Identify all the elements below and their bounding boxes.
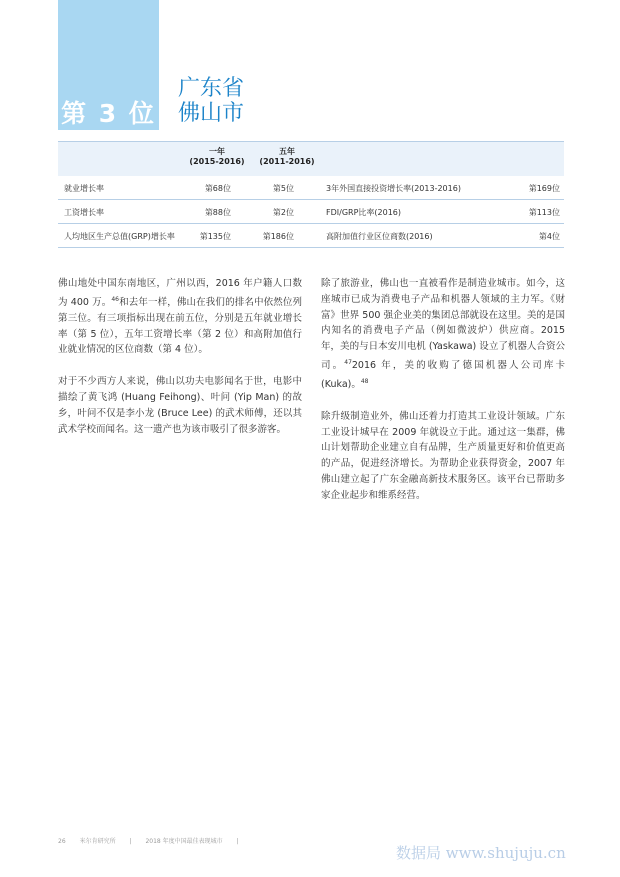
paragraph: 对于不少西方人来说，佛山以功夫电影闻名于世，电影中描绘了黄飞鸿 (Huang Feihong)、叶问 (Yip Man) 的故乡，叶问不仅是李小龙 (Bruce Lee) 的武术师傅，还以其武术学校而闻名。这一遗产也为该市吸引了很多游客。 bbox=[58, 376, 302, 435]
paragraph-text: 2016 年，美的收购了德国机器人公司库卡 (Kuka)。 bbox=[321, 360, 565, 391]
footnote-ref: 48 bbox=[360, 377, 369, 385]
footer-separator: | bbox=[236, 838, 239, 845]
footer-separator: | bbox=[129, 838, 132, 845]
one-year-rank: 第135位 bbox=[199, 232, 231, 241]
five-year-header bbox=[254, 147, 320, 167]
institute-name: 米尔肯研究所 bbox=[79, 838, 116, 845]
one-year-header-range: (2015-2016) bbox=[189, 157, 245, 166]
one-year-header bbox=[184, 147, 250, 167]
right-label: 3年外国直接投资增长率(2013-2016) bbox=[326, 184, 461, 193]
table-row bbox=[58, 200, 564, 224]
paragraph bbox=[321, 276, 565, 393]
table-row bbox=[58, 224, 564, 248]
rank-label: 第 3 位 bbox=[61, 99, 156, 128]
right-rank: 第113位 bbox=[528, 208, 560, 217]
paragraph-text: 和去年一样，佛山在我们的排名中依然位列第三位。有三项指标出现在前五位，分别是五年就业增长率（第 5 位），五年工资增长率（第 2 位）和高附加值行业就业情况的区位商数（第 4 位）。 bbox=[58, 296, 302, 356]
right-rank: 第169位 bbox=[528, 184, 560, 193]
rankings-table bbox=[58, 141, 564, 248]
right-label: 高附加值行业区位商数(2016) bbox=[326, 232, 433, 241]
city-title bbox=[178, 76, 244, 126]
one-year-rank: 第68位 bbox=[204, 184, 231, 193]
five-year-rank: 第5位 bbox=[272, 184, 294, 193]
left-column bbox=[58, 276, 302, 437]
report-title: 2018 年度中国最佳表现城市 bbox=[145, 838, 223, 845]
one-year-rank: 第88位 bbox=[204, 208, 231, 217]
right-rank: 第4位 bbox=[538, 232, 560, 241]
five-year-header-title: 五年 bbox=[279, 147, 295, 156]
five-year-header-range: (2011-2016) bbox=[259, 157, 315, 166]
table-header bbox=[58, 141, 564, 176]
table-row bbox=[58, 176, 564, 200]
rank-block bbox=[58, 0, 159, 130]
paragraph-text: 除了旅游业，佛山也一直被看作是制造业城市。如今，这座城市已成为消费电子产品和机器人领域的主力军。《财富》世界 500 强企业美的集团总部就设在这里。美的是国内知名的消费电子产品（例如微波炉）供应商。2015 年，美的与日本安川电机 (Yaskawa) 设立了机器人合资公司。 bbox=[321, 278, 565, 372]
right-label: FDI/GRP比率(2016) bbox=[326, 208, 401, 217]
page-number: 26 bbox=[58, 838, 66, 845]
row-label: 人均地区生产总值(GRP)增长率 bbox=[64, 232, 175, 241]
paragraph-text: 佛山地处中国东南地区，广州以西，2016 年户籍人口数为 400 万。 bbox=[58, 278, 302, 308]
one-year-header-title: 一年 bbox=[209, 147, 225, 156]
row-label: 工资增长率 bbox=[64, 208, 104, 217]
province-name: 广东省 bbox=[178, 76, 245, 101]
paragraph: 除升级制造业外，佛山还着力打造其工业设计领域。广东工业设计城早在 2009 年就设立于此。通过这一集群，佛山计划帮助企业建立自有品牌，生产质量更好和价值更高的产品，促进经济增长。为帮助企业获得资金，2007 年佛山建立起了广东金融高新技术服务区。该平台已帮助多家企业起步和维系经营。 bbox=[321, 410, 565, 501]
footnote-ref: 46 bbox=[111, 295, 119, 303]
row-label: 就业增长率 bbox=[64, 184, 104, 193]
five-year-rank: 第2位 bbox=[272, 208, 294, 217]
watermark: 数据局 www.shujuju.cn bbox=[396, 844, 566, 862]
paragraph bbox=[58, 276, 302, 358]
city-name: 佛山市 bbox=[178, 101, 245, 126]
footnote-ref: 47 bbox=[344, 358, 352, 366]
page-footer bbox=[58, 836, 251, 845]
right-column bbox=[321, 276, 565, 504]
five-year-rank: 第186位 bbox=[262, 232, 294, 241]
